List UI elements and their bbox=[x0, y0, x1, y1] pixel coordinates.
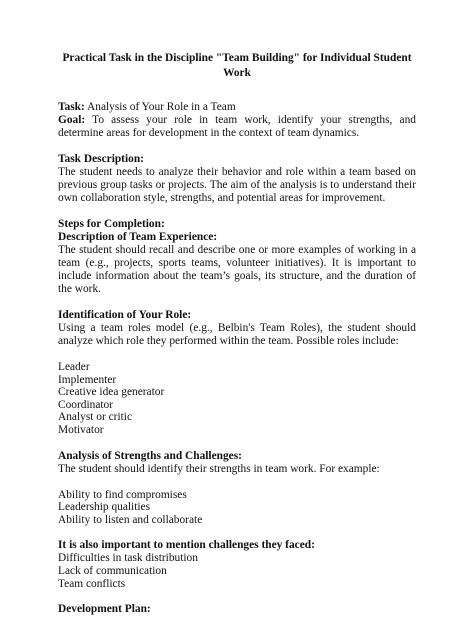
list-item: Team conflicts bbox=[58, 577, 126, 590]
role-heading: Identification of Your Role: bbox=[58, 309, 192, 321]
strengths-list bbox=[58, 489, 416, 527]
experience-heading: Description of Team Experience: bbox=[58, 231, 218, 243]
list-item: Ability to listen and collaborate bbox=[58, 513, 203, 526]
challenges-list bbox=[58, 552, 416, 590]
list-item: Analyst or critic bbox=[58, 411, 133, 424]
goal-label: Goal: bbox=[58, 114, 86, 126]
strengths-heading: Analysis of Strengths and Challenges: bbox=[58, 449, 242, 462]
list-item: Creative idea generator bbox=[58, 386, 165, 399]
challenges-heading: It is also important to mention challenges they faced: bbox=[58, 539, 315, 552]
list-item: Lack of communication bbox=[58, 564, 167, 577]
task-description-heading: Task Description: bbox=[58, 153, 144, 165]
goal-text: To assess your role in team work, identify your strengths, and determine areas for development in the context of team dynamics. bbox=[58, 114, 416, 139]
list-item: Ability to find compromises bbox=[58, 488, 187, 501]
task-text: Analysis of Your Role in a Team bbox=[84, 101, 236, 113]
document-title: Practical Task in the Discipline "Team Building" for Individual Student Work bbox=[62, 52, 412, 79]
list-item: Coordinator bbox=[58, 398, 114, 411]
task-label: Task: bbox=[58, 101, 85, 113]
goal-paragraph bbox=[58, 114, 416, 140]
strengths-text: The student should identify their strengths in team work. For example: bbox=[58, 462, 380, 475]
list-item: Leader bbox=[58, 361, 90, 373]
list-item: Leadership qualities bbox=[58, 501, 151, 514]
experience-text: The student should recall and describe one or more examples of working in a team (e.g., projects, sports teams, volunteer initiatives). It is important to include information about the team’s goals, its structure, and the duration of the work. bbox=[58, 244, 416, 295]
list-item: Motivator bbox=[58, 423, 104, 436]
steps-heading: Steps for Completion: bbox=[58, 218, 165, 230]
task-line bbox=[58, 101, 416, 114]
roles-list bbox=[58, 361, 416, 437]
task-description-text: The student needs to analyze their behavior and role within a team based on previous group tasks or projects. The aim of the analysis is to understand their own collaboration style, strengths, and potential areas for improvement. bbox=[58, 166, 416, 204]
list-item: Implementer bbox=[58, 373, 117, 386]
list-item: Difficulties in task distribution bbox=[58, 552, 198, 565]
role-text: Using a team roles model (e.g., Belbin's Team Roles), the student should analyze which role they performed within the team. Possible roles include: bbox=[58, 322, 416, 347]
development-heading: Development Plan: bbox=[58, 603, 151, 616]
